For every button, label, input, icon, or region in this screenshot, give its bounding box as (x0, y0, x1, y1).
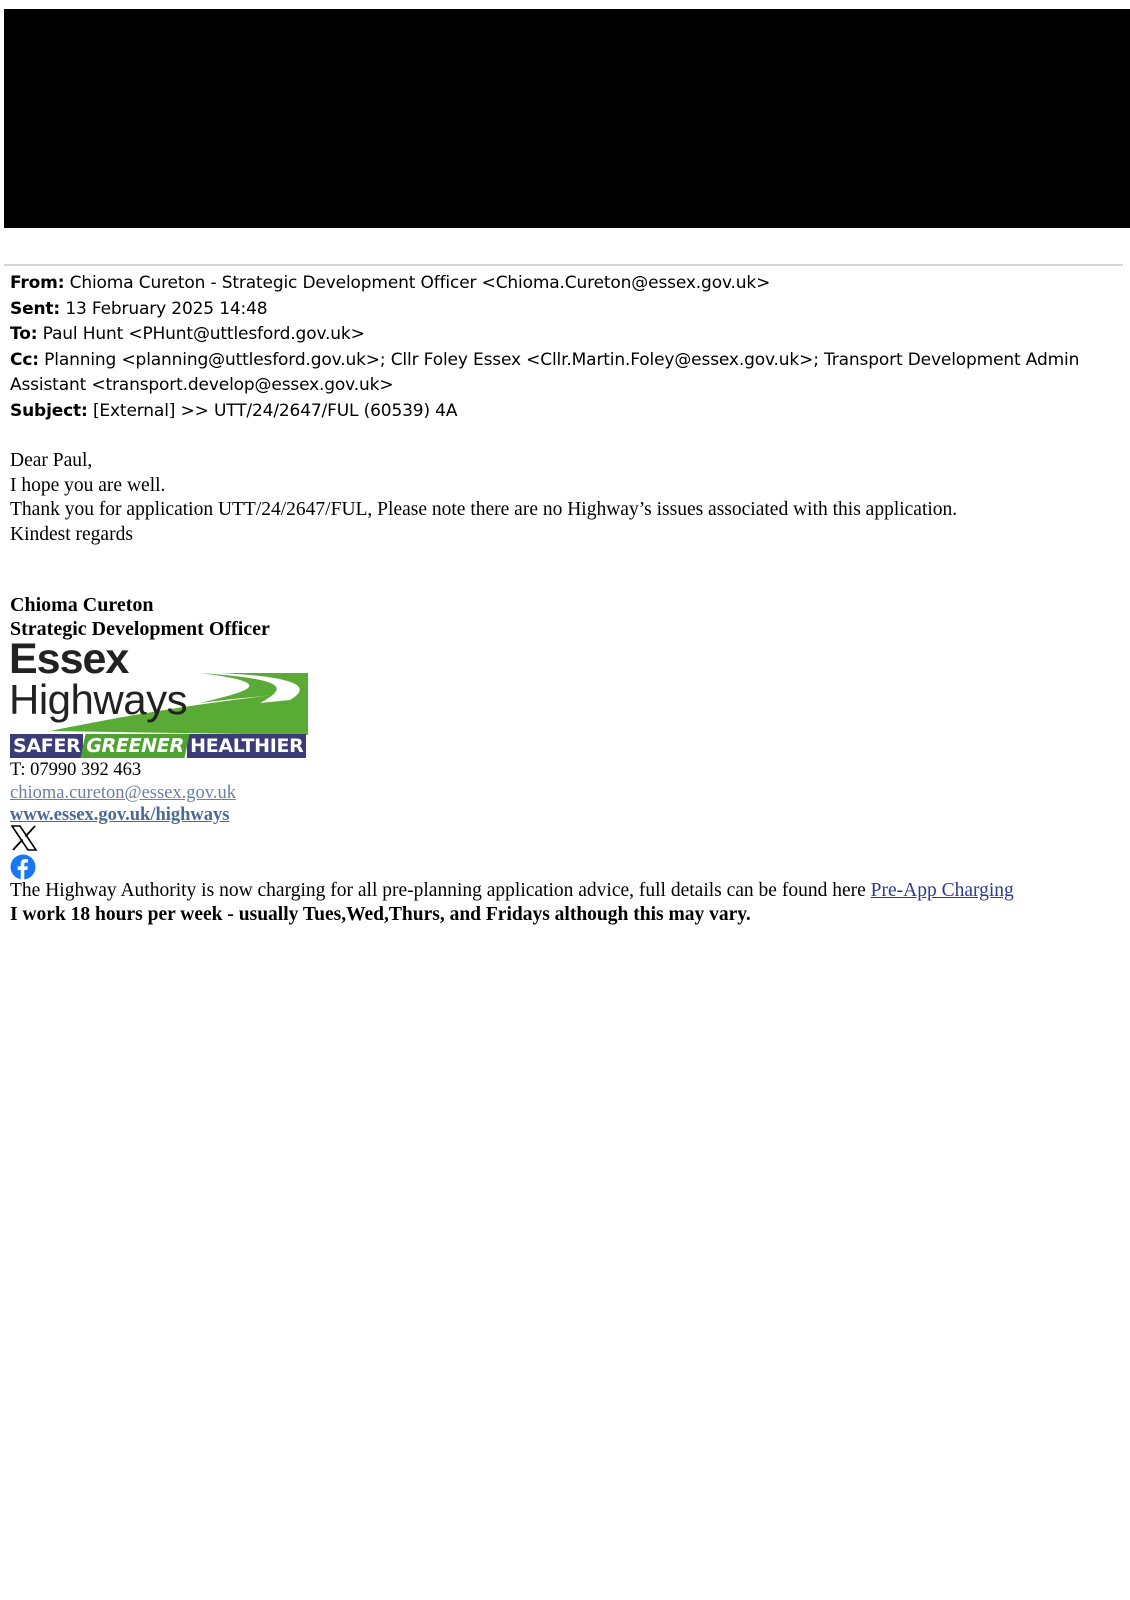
to-label: To: (10, 324, 38, 344)
from-label: From: (10, 273, 65, 293)
logo-tagline (10, 734, 304, 758)
subject-value: [External] >> UTT/24/2647/FUL (60539) 4A (92, 400, 458, 421)
facebook-icon[interactable] (10, 854, 36, 880)
contact-details (10, 759, 236, 827)
website-link[interactable]: www.essex.gov.uk/highways (10, 805, 230, 825)
charging-text: The Highway Authority is now charging for all pre-planning application advice, full details can be found here (10, 880, 866, 901)
redaction-block (4, 9, 1130, 228)
working-hours (10, 903, 1125, 927)
email-link[interactable]: chioma.cureton@essex.gov.uk (10, 782, 236, 803)
x-logo-icon[interactable] (10, 824, 38, 852)
header-divider (4, 264, 1123, 266)
tagline-greener: GREENER (81, 734, 190, 758)
logo-highways-word: Highways (9, 676, 188, 723)
closing: Kindest regards (10, 523, 133, 545)
pre-app-charging-link[interactable]: Pre-App Charging (870, 880, 1014, 901)
signature-name: Chioma Cureton (10, 594, 154, 616)
tagline-healthier: HEALTHIER (187, 734, 306, 758)
signature-title: Strategic Development Officer (10, 618, 270, 640)
email-body (10, 449, 1120, 547)
cc-row (10, 348, 1120, 399)
body-line-2: Thank you for application UTT/24/2647/FUL, Please note there are no Highway’s issues associated with this application. (10, 499, 958, 520)
to-value: Paul Hunt <PHunt@uttlesford.gov.uk> (42, 324, 365, 344)
sent-row (10, 297, 1120, 323)
charging-notice (10, 879, 1125, 903)
signature (10, 593, 1120, 641)
from-value: Chioma Cureton - Strategic Development Officer <Chioma.Cureton@essex.gov.uk> (69, 273, 771, 293)
logo-essex-word: Essex (9, 635, 129, 683)
sent-label: Sent: (10, 298, 61, 319)
phone-number: T: 07990 392 463 (10, 760, 142, 780)
working-hours-text: I work 18 hours per week - usually Tues,Wed,Thurs, and Fridays although this may vary. (10, 904, 751, 925)
to-row (10, 322, 1120, 348)
from-row (10, 271, 1120, 297)
cc-value: Planning <planning@uttlesford.gov.uk>; Cllr Foley Essex <Cllr.Martin.Foley@essex.gov.uk>; Transport Development Admin Assistant <transport.develop@essex.gov.uk> (10, 349, 1080, 395)
body-line-1: I hope you are well. (10, 474, 166, 496)
notice-block (10, 879, 1125, 927)
subject-row (10, 399, 1120, 425)
subject-label: Subject: (10, 400, 88, 421)
email-header (10, 271, 1120, 424)
greeting: Dear Paul, (10, 450, 93, 471)
cc-label: Cc: (10, 349, 39, 370)
sent-value: 13 February 2025 14:48 (65, 298, 268, 319)
essex-highways-logo (9, 635, 306, 759)
tagline-safer: SAFER (10, 734, 83, 758)
